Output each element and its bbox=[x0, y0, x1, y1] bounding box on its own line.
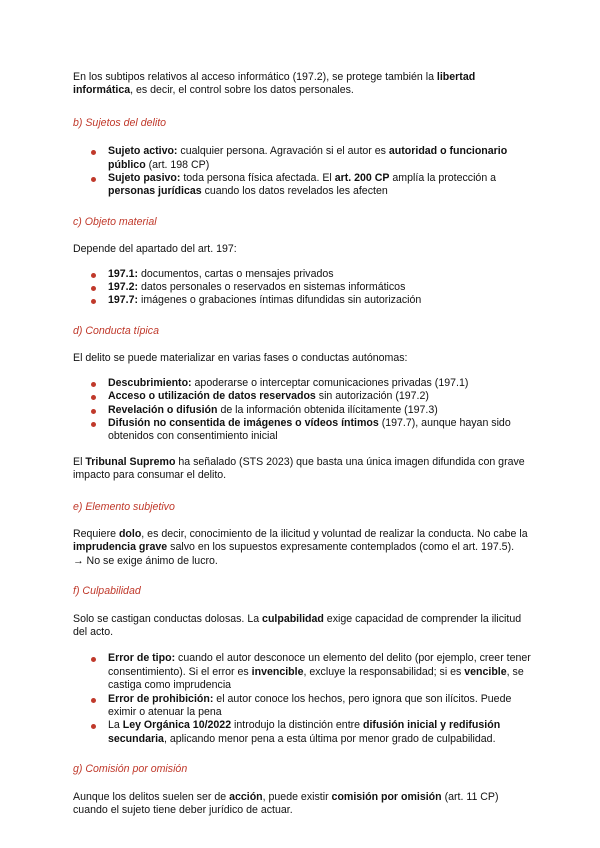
bold-text: art. 200 CP bbox=[334, 172, 390, 185]
bold-text: Sujeto pasivo: bbox=[108, 172, 181, 185]
bold-text: 197.2: bbox=[108, 281, 139, 294]
text: datos personales o reservados en sistemas informáticos bbox=[138, 281, 406, 294]
list-conducta bbox=[73, 377, 535, 444]
list-item bbox=[108, 281, 535, 294]
ts-paragraph bbox=[73, 456, 535, 483]
text: , es decir, el control sobre los datos personales. bbox=[130, 84, 354, 97]
bold-text: dolo bbox=[118, 527, 142, 540]
objeto-text: Depende del apartado del art. 197: bbox=[73, 243, 237, 256]
conducta-text: El delito se puede materializar en varias fases o conductas autónomas: bbox=[73, 352, 408, 365]
text: , puede existir bbox=[262, 790, 332, 803]
list-item bbox=[108, 172, 535, 199]
arrow-note: → No se exige ánimo de lucro. bbox=[73, 554, 218, 567]
list-sujetos bbox=[73, 145, 535, 199]
text: , excluye la responsabilidad; si es bbox=[303, 665, 465, 678]
bold-text: invencible bbox=[251, 665, 304, 678]
bullet-icon bbox=[91, 299, 96, 304]
bold-text: Error de prohibición: bbox=[108, 692, 214, 705]
heading-culpabilidad: f) Culpabilidad bbox=[73, 585, 141, 598]
list-item bbox=[108, 377, 535, 390]
heading-subjetivo: e) Elemento subjetivo bbox=[73, 500, 175, 513]
bold-text: culpabilidad bbox=[262, 612, 324, 625]
bold-text: Difusión no consentida de imágenes o vídeos íntimos bbox=[108, 416, 379, 429]
bullet-icon bbox=[91, 273, 96, 278]
text: , es decir, conocimiento de la ilicitud y voluntad de realizar la conducta. No cabe la bbox=[141, 527, 528, 540]
bold-text: vencible bbox=[464, 665, 507, 678]
text: sin autorización (197.2) bbox=[315, 390, 429, 403]
bold-text: difusión inicial y redifusión secundaria bbox=[108, 719, 501, 745]
bold-text: personas jurídicas bbox=[108, 185, 202, 198]
list-culpabilidad bbox=[73, 652, 535, 746]
document-page bbox=[73, 71, 535, 817]
bullet-icon bbox=[91, 422, 96, 427]
text: cualquier persona. Agravación si el autor es bbox=[177, 145, 389, 158]
list-objeto bbox=[73, 268, 535, 308]
bold-text: Sujeto activo: bbox=[108, 145, 178, 158]
text: Solo se castigan conductas dolosas. La bbox=[73, 612, 263, 625]
text: , aplicando menor pena a esta última por menor grado de culpabilidad. bbox=[163, 732, 496, 745]
list-item bbox=[108, 417, 535, 444]
text: cuando el autor desconoce un elemento del delito (por ejemplo, creer tener consentimiento). Si el error es bbox=[108, 652, 531, 678]
bullet-icon bbox=[91, 382, 96, 387]
bold-text: autoridad o funcionario público bbox=[108, 145, 508, 171]
text: documentos, cartas o mensajes privados bbox=[138, 267, 334, 280]
list-item bbox=[108, 719, 535, 746]
bullet-icon bbox=[91, 698, 96, 703]
list-item bbox=[108, 294, 535, 307]
bold-text: Revelación o difusión bbox=[108, 403, 218, 416]
bold-text: Descubrimiento: bbox=[108, 376, 192, 389]
heading-omision: g) Comisión por omisión bbox=[73, 763, 188, 776]
heading-sujetos: b) Sujetos del delito bbox=[73, 116, 167, 129]
text: (art. 198 CP) bbox=[145, 158, 210, 171]
text: salvo en los supuestos expresamente contemplados (como el art. 197.5). bbox=[167, 541, 515, 554]
bold-text: Tribunal Supremo bbox=[85, 455, 176, 468]
bold-text: Ley Orgánica 10/2022 bbox=[122, 719, 232, 732]
list-item bbox=[108, 404, 535, 417]
bold-text: acción bbox=[229, 790, 263, 803]
text: cuando los datos revelados les afecten bbox=[201, 185, 388, 198]
text: La bbox=[108, 719, 123, 732]
bullet-icon bbox=[91, 724, 96, 729]
text: el autor conoce los hechos, pero ignora que son ilícitos. Puede eximir o atenuar la pena bbox=[108, 692, 512, 718]
bold-text: Acceso o utilización de datos reservados bbox=[108, 390, 316, 403]
text: toda persona física afectada. El bbox=[180, 172, 335, 185]
intro-paragraph bbox=[73, 71, 535, 98]
text: En los subtipos relativos al acceso informático (197.2), se protege también la bbox=[73, 71, 437, 83]
list-item bbox=[108, 390, 535, 403]
bullet-icon bbox=[91, 395, 96, 400]
text: amplía la protección a bbox=[389, 172, 497, 185]
heading-conducta: d) Conducta típica bbox=[73, 324, 159, 337]
text: El bbox=[73, 455, 86, 468]
text: introdujo la distinción entre bbox=[231, 719, 364, 732]
list-item bbox=[108, 145, 535, 172]
list-item bbox=[108, 268, 535, 281]
bold-text: imprudencia grave bbox=[73, 541, 168, 554]
subjetivo-paragraph bbox=[73, 528, 535, 555]
bullet-icon bbox=[91, 177, 96, 182]
text: (197.7), aunque hayan sido obtenidos con consentimiento inicial bbox=[108, 416, 511, 443]
heading-objeto: c) Objeto material bbox=[73, 215, 157, 228]
text: ha señalado (STS 2023) que basta una única imagen difundida con grave impacto para consumar el delito. bbox=[73, 455, 525, 482]
text: Requiere bbox=[73, 527, 119, 540]
bullet-icon bbox=[91, 150, 96, 155]
text: apoderarse o interceptar comunicaciones privadas (197.1) bbox=[191, 376, 469, 389]
bold-text: libertad informática bbox=[73, 71, 476, 97]
culpabilidad-paragraph bbox=[73, 613, 535, 640]
text: (art. 11 CP) cuando el sujeto tiene deber jurídico de actuar. bbox=[73, 790, 499, 817]
text: imágenes o grabaciones íntimas difundidas sin autorización bbox=[138, 294, 422, 307]
text: Aunque los delitos suelen ser de bbox=[73, 790, 230, 803]
bold-text: 197.1: bbox=[108, 267, 139, 280]
bullet-icon bbox=[91, 286, 96, 291]
text: exige capacidad de comprender la ilicitud del acto. bbox=[73, 612, 522, 638]
list-item bbox=[108, 652, 535, 692]
bullet-icon bbox=[91, 657, 96, 662]
bold-text: 197.7: bbox=[108, 294, 139, 307]
list-item bbox=[108, 693, 535, 720]
omision-paragraph bbox=[73, 791, 535, 818]
text: , se castiga como imprudencia bbox=[108, 665, 524, 692]
bold-text: comisión por omisión bbox=[331, 790, 442, 803]
text: de la información obtenida ilícitamente (197.3) bbox=[217, 403, 438, 416]
bullet-icon bbox=[91, 409, 96, 414]
bold-text: Error de tipo: bbox=[108, 652, 176, 665]
